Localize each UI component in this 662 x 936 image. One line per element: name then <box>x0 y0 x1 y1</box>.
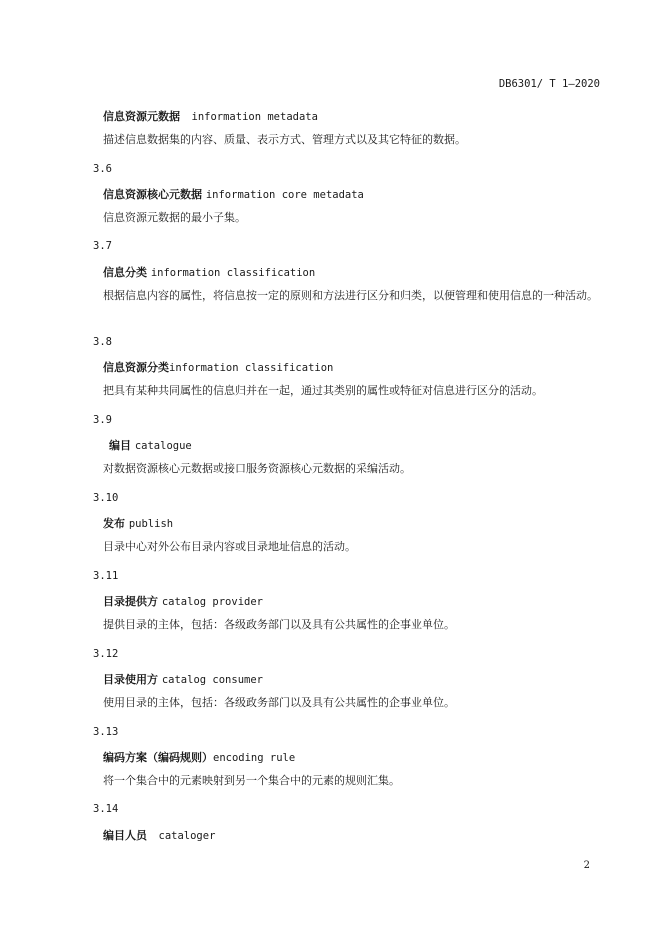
term-heading <box>103 108 318 124</box>
clause-number: 3.11 <box>93 570 119 582</box>
clause-number: 3.14 <box>93 803 119 815</box>
term-english: catalogue <box>134 440 192 452</box>
term-heading <box>103 359 333 375</box>
clause-number: 3.10 <box>93 492 119 504</box>
term-english: encoding rule <box>213 752 296 764</box>
term-chinese: 信息资源核心元数据 <box>103 188 202 201</box>
term-english: publish <box>128 518 174 530</box>
term-english: information core metadata <box>205 189 364 201</box>
clause-number: 3.7 <box>93 240 112 252</box>
term-definition: 信息资源元数据的最小子集。 <box>103 211 246 224</box>
term-chinese: 编码方案（编码规则） <box>103 751 213 764</box>
term-english: information classification <box>150 267 316 279</box>
term-chinese: 发布 <box>103 517 125 530</box>
page-number: 2 <box>583 860 590 871</box>
term-heading <box>103 827 215 843</box>
term-definition: 把具有某种共同属性的信息归并在一起，通过其类别的属性或特征对信息进行区分的活动。 <box>103 384 543 397</box>
term-chinese: 目录使用方 <box>103 673 158 686</box>
term-chinese: 信息资源分类 <box>103 361 169 374</box>
term-chinese: 编目 <box>109 439 131 452</box>
term-english: catalog provider <box>161 596 263 608</box>
clause-number: 3.13 <box>93 726 119 738</box>
clause-number: 3.8 <box>93 336 112 348</box>
term-chinese: 信息分类 <box>103 266 147 279</box>
term-definition: 描述信息数据集的内容、质量、表示方式、管理方式以及其它特征的数据。 <box>103 133 466 146</box>
term-chinese: 编目人员 <box>103 829 147 842</box>
term-definition: 目录中心对外公布目录内容或目录地址信息的活动。 <box>103 540 356 553</box>
term-heading <box>103 671 263 687</box>
term-heading <box>103 186 364 202</box>
term-chinese: 信息资源元数据 <box>103 110 180 123</box>
term-heading <box>103 593 263 609</box>
clause-number: 3.12 <box>93 648 119 660</box>
term-english: catalog consumer <box>161 674 263 686</box>
term-chinese: 目录提供方 <box>103 595 158 608</box>
clause-number: 3.9 <box>93 414 112 426</box>
term-heading <box>103 264 315 280</box>
term-english: information classification <box>169 362 334 374</box>
term-definition: 提供目录的主体，包括：各级政务部门以及具有公共属性的企事业单位。 <box>103 618 455 631</box>
term-definition: 对数据资源核心元数据或接口服务资源核心元数据的采编活动。 <box>103 462 411 475</box>
document-code: DB6301/ T 1—2020 <box>498 78 600 90</box>
term-heading <box>103 515 173 531</box>
term-definition: 根据信息内容的属性，将信息按一定的原则和方法进行区分和归类，以便管理和使用信息的一种活动。 <box>103 289 598 302</box>
term-english: cataloger <box>158 830 216 842</box>
term-definition: 将一个集合中的元素映射到另一个集合中的元素的规则汇集。 <box>103 774 400 787</box>
term-english: information metadata <box>191 111 318 123</box>
term-definition: 使用目录的主体，包括：各级政务部门以及具有公共属性的企事业单位。 <box>103 696 455 709</box>
clause-number: 3.6 <box>93 163 112 175</box>
term-heading <box>103 749 295 765</box>
term-heading <box>109 437 192 453</box>
